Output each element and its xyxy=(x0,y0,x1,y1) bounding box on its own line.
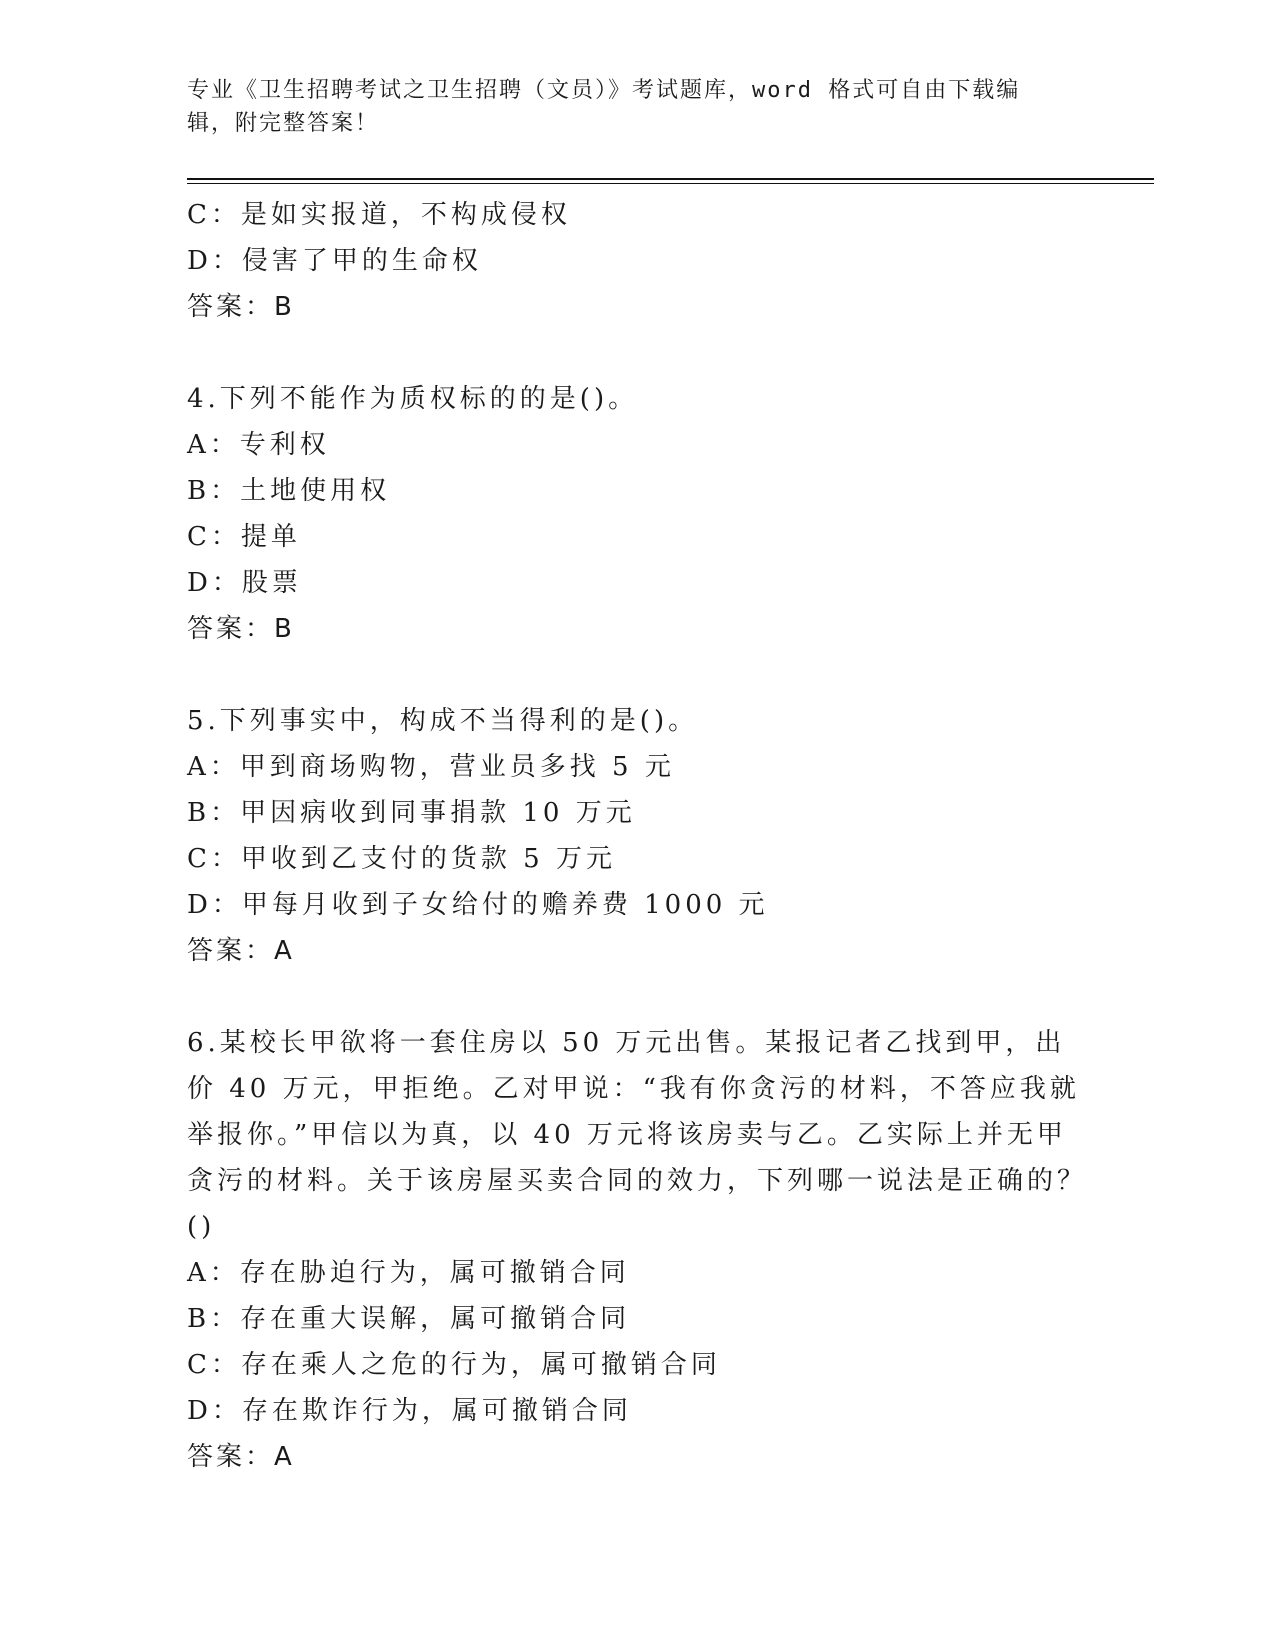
option-a: A：甲到商场购物，营业员多找 5 元 xyxy=(187,752,675,782)
option-d: D：存在欺诈行为，属可撤销合同 xyxy=(187,1396,632,1426)
answer-line: 答案：A xyxy=(187,1442,295,1472)
spacer xyxy=(187,974,1087,1020)
spacer xyxy=(187,652,1087,698)
document-header: 专业《卫生招聘考试之卫生招聘（文员）》考试题库，word 格式可自由下载编辑，附完整答案！ xyxy=(187,78,1021,136)
option-d: D：侵害了甲的生命权 xyxy=(187,246,482,276)
option-b: B：存在重大误解，属可撤销合同 xyxy=(187,1304,631,1334)
option-a: A：存在胁迫行为，属可撤销合同 xyxy=(187,1258,630,1288)
answer-line: 答案：B xyxy=(187,614,295,644)
question-stem: 5.下列事实中，构成不当得利的是()。 xyxy=(187,706,699,736)
option-c: C：甲收到乙支付的货款 5 万元 xyxy=(187,844,616,874)
question-block-4 xyxy=(187,376,1087,652)
question-block-partial xyxy=(187,192,1087,330)
option-d: D：甲每月收到子女给付的赡养费 1000 元 xyxy=(187,890,769,920)
question-block-6 xyxy=(187,1020,1087,1480)
option-b: B：甲因病收到同事捐款 10 万元 xyxy=(187,798,636,828)
question-stem: 4.下列不能作为质权标的的是()。 xyxy=(187,384,639,414)
option-b: B：土地使用权 xyxy=(187,476,391,506)
header-divider-thick xyxy=(187,178,1154,180)
answer-line: 答案：A xyxy=(187,936,295,966)
answer-line: 答案：B xyxy=(187,292,295,322)
option-c: C：提单 xyxy=(187,522,301,552)
option-c: C：存在乘人之危的行为，属可撤销合同 xyxy=(187,1350,721,1380)
header-divider-thin xyxy=(187,183,1154,184)
question-block-5 xyxy=(187,698,1087,974)
question-stem: 6.某校长甲欲将一套住房以 50 万元出售。某报记者乙找到甲，出价 40 万元，甲拒绝。乙对甲说：“我有你贪污的材料，不答应我就举报你。”甲信以为真，以 40 万元将该房卖与乙。乙实际上并无甲贪污的材料。关于该房屋买卖合同的效力，下列哪一说法是正确的？() xyxy=(187,1028,1088,1242)
option-a: A：专利权 xyxy=(187,430,330,460)
spacer xyxy=(187,330,1087,376)
option-d: D：股票 xyxy=(187,568,302,598)
option-c: C：是如实报道，不构成侵权 xyxy=(187,200,571,230)
question-list xyxy=(187,192,1087,1480)
